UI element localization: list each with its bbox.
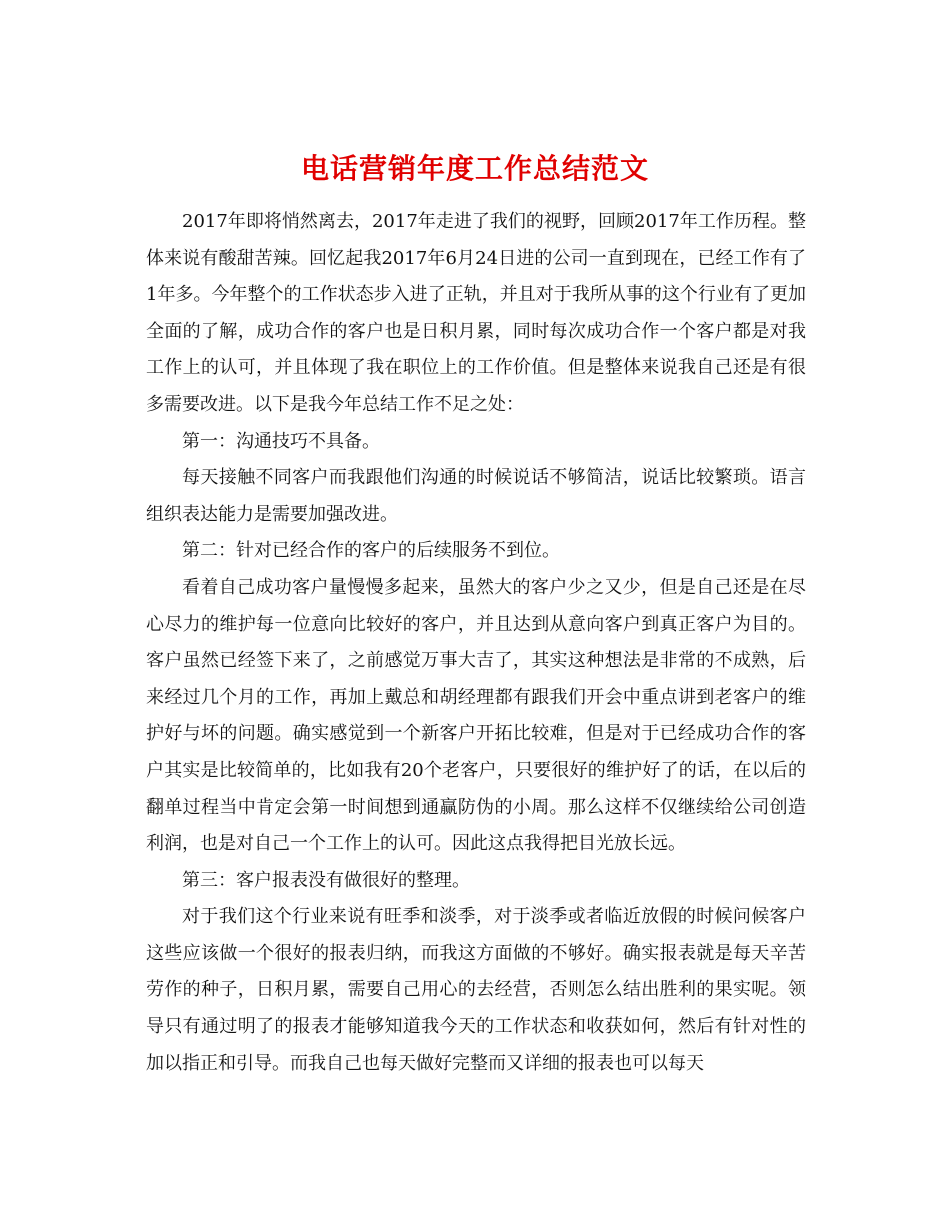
heading-point-3: 第三：客户报表没有做很好的整理。 xyxy=(182,869,470,891)
paragraph-point-2: 看着自己成功客户量慢慢多起来，虽然大的客户少之又少，但是自己还是在尽心尽力的维护每一位意向比较好的客户，并且达到从意向客户到真正客户为目的。客户虽然已经签下来了，之前感觉万事大吉了，其实这种想法是非常的不成熟，后来经过几个月的工作，再加上戴总和胡经理都有跟我们开会中重点讲到老客户的维护好与坏的问题。确实感觉到一个新客户开拓比较难，但是对于已经成功合作的客户其实是比较简单的，比如我有20个老客户，只要很好的维护好了的话，在以后的翻单过程当中肯定会第一时间想到通赢防伪的小周。那么这样不仅继续给公司创造利润，也是对自己一个工作上的认可。因此这点我得把目光放长远。 xyxy=(146,576,806,855)
paragraph-point-1: 每天接触不同客户而我跟他们沟通的时候说话不够简洁，说话比较繁琐。语言组织表达能力是需要加强改进。 xyxy=(146,467,806,525)
paragraph-point-3: 对于我们这个行业来说有旺季和淡季，对于淡季或者临近放假的时候问候客户这些应该做一个很好的报表归纳，而我这方面做的不够好。确实报表就是每天辛苦劳作的种子，日积月累，需要自己用心的去经营，否则怎么结出胜利的果实呢。领导只有通过明了的报表才能够知道我今天的工作状态和收获如何，然后有针对性的加以指正和引导。而我自己也每天做好完整而又详细的报表也可以每天 xyxy=(146,906,806,1074)
document-body xyxy=(146,204,806,1082)
heading-point-2: 第二：针对已经合作的客户的后续服务不到位。 xyxy=(182,540,560,562)
paragraph-intro: 2017年即将悄然离去，2017年走进了我们的视野，回顾2017年工作历程。整体来说有酸甜苦辣。回忆起我2017年6月24日进的公司一直到现在，已经工作有了1年多。今年整个的工作状态步入进了正轨，并且对于我所从事的这个行业有了更加全面的了解，成功合作的客户也是日积月累，同时每次成功合作一个客户都是对我工作上的认可，并且体现了我在职位上的工作价值。但是整体来说我自己还是有很多需要改进。以下是我今年总结工作不足之处： xyxy=(146,211,806,415)
heading-point-1: 第一：沟通技巧不具备。 xyxy=(182,430,380,452)
document-title: 电话营销年度工作总结范文 xyxy=(300,151,649,185)
